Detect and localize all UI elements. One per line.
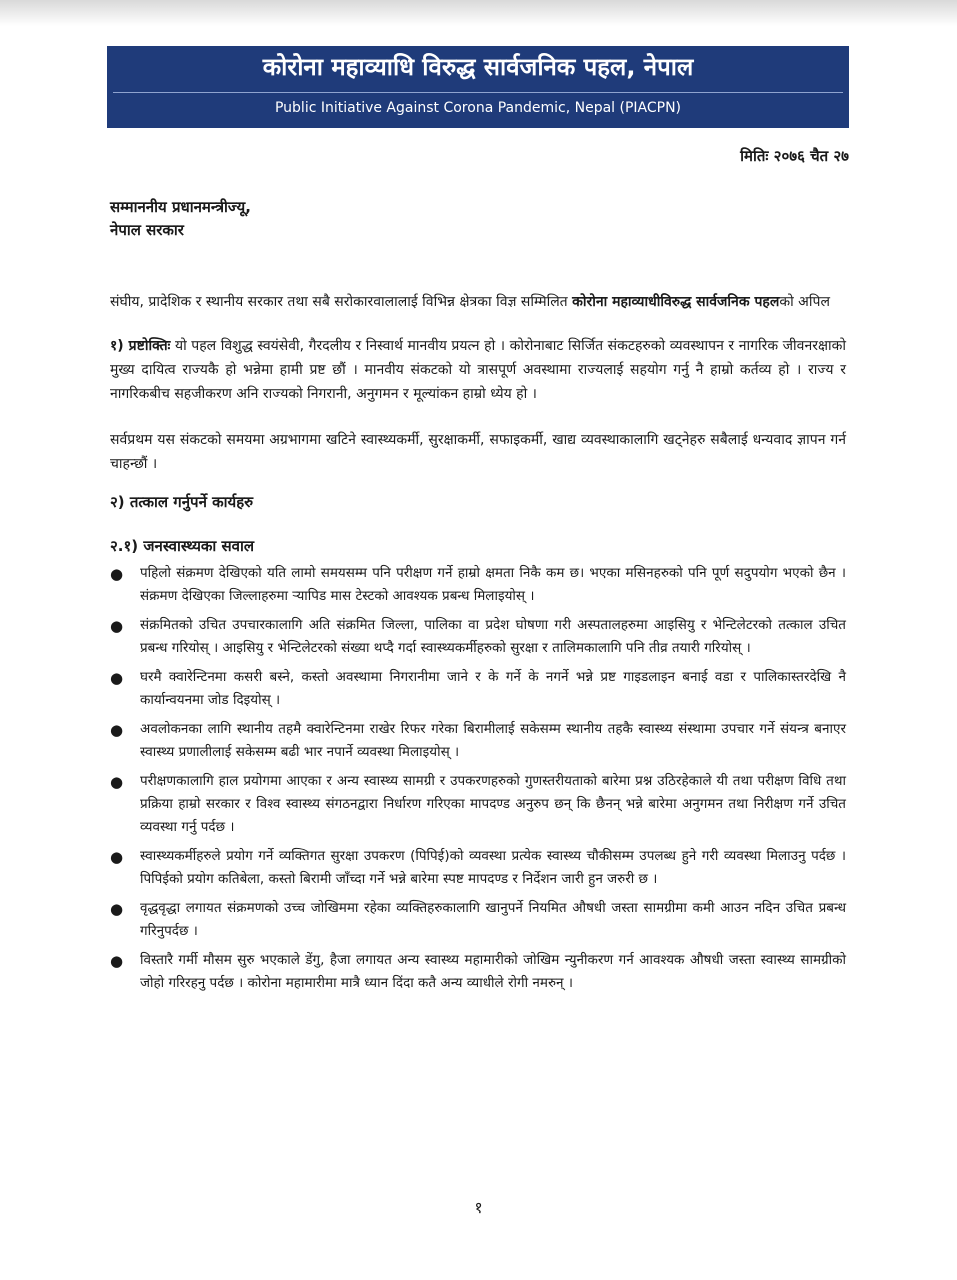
list-item-text: पहिलो संक्रमण देखिएको यति लामो समयसम्म पनि परीक्षण गर्ने हाम्रो क्षमता निकै कम छ। भएका मसिनहरुको पनि पूर्ण सदुपयोग भएको छैन । संक्रमण देखिएका जिल्लाहरुमा र्‍यापिड मास टेस्टको आवश्यक प्रबन्ध मिलाइयोस् । (140, 565, 846, 604)
bullet-icon: ● (110, 952, 124, 970)
list-item (110, 614, 846, 660)
bullet-icon: ● (110, 721, 124, 739)
letter-body (110, 290, 846, 1001)
addressee-block (110, 196, 251, 242)
bullet-icon: ● (110, 617, 124, 635)
bullet-list (110, 562, 846, 995)
list-item-text: परीक्षणकालागि हाल प्रयोगमा आएका र अन्य स्वास्थ्य सामग्री र उपकरणहरुको गुणस्तरीयताको बारेमा प्रश्न उठिरहेकाले यी तथा परीक्षण विधि तथा प्रक्रिया हाम्रो सरकार र विश्व स्वास्थ्य संगठनद्वारा निर्धारण गरिएका मापदण्ड अनुरुप छन् कि छैनन् भन्ने बारेमा अनुगमन तथा निरीक्षण गर्ने उचित व्यवस्था गर्नु पर्दछ । (140, 773, 846, 835)
list-item-text: अवलोकनका लागि स्थानीय तहमै क्वारेन्टिनमा राखेर रिफर गरेका बिरामीलाई सकेसम्म स्थानीय तहकै स्वास्थ्य संस्थामा उपचार गर्ने संयन्त्र बनाएर स्वास्थ्य प्रणालीलाई सकेसम्म बढी भार नपार्ने व्यवस्था मिलाइयोस् । (140, 721, 846, 760)
list-item (110, 845, 846, 891)
bullet-icon: ● (110, 669, 124, 687)
list-item (110, 949, 846, 995)
page-number: १ (474, 1198, 483, 1217)
preface-label: १) प्रष्टोक्तिः (110, 338, 171, 354)
list-item-text: वृद्धवृद्धा लगायत संक्रमणको उच्च जोखिममा रहेका व्यक्तिहरुकालागि खानुपर्ने नियमित औषधी जस्ता सामग्रीमा कमी आउन नदिन उचित प्रबन्ध गरिनुपर्दछ । (140, 900, 846, 939)
subsection-heading: २.१) जनस्वास्थ्यका सवाल (110, 537, 255, 555)
appeal-bold: कोरोना महाव्याधीविरुद्ध सार्वजनिक पहल (572, 294, 780, 310)
list-item-text: विस्तारै गर्मी मौसम सुरु भएकाले डेंगु, हैजा लगायत अन्य स्वास्थ्य महामारीको जोखिम न्युनीकरण गर्न आवश्यक औषधी जस्ता स्वास्थ्य सामग्रीको जोहो गरिरहनु पर्दछ । कोरोना महामारीमा मात्रै ध्यान दिंदा कतै अन्य व्याधीले रोगी नमरुन् । (140, 952, 846, 991)
org-title: कोरोना महाव्याधि विरुद्ध सार्वजनिक पहल, नेपाल (262, 53, 694, 81)
list-item-text: संक्रमितको उचित उपचारकालागि अति संक्रमित जिल्ला, पालिका वा प्रदेश घोषणा गरी अस्पतालहरुमा आइसियु र भेन्टिलेटरको तत्काल उचित प्रबन्ध गरियोस् । आइसियु र भेन्टिलेटरको संख्या थप्दै गर्दा स्वास्थ्यकर्मीहरुको सुरक्षा र तालिमकालागि पनि तीव्र तयारी गरियोस् । (140, 617, 846, 656)
bullet-icon: ● (110, 848, 124, 866)
appeal-paragraph (110, 290, 846, 314)
list-item-text: घरमै क्वारेन्टिनमा कसरी बस्ने, कस्तो अवस्थामा निगरानीमा जाने र के गर्ने के नगर्ने भन्ने प्रष्ट गाइडलाइन बनाई वडा र पालिकास्तरदेखि नै कार्यान्वयनमा जोड दिइयोस् । (140, 669, 846, 708)
list-item (110, 718, 846, 764)
list-item (110, 666, 846, 712)
list-item (110, 770, 846, 839)
list-item (110, 562, 846, 608)
preface-text: यो पहल विशुद्ध स्वयंसेवी, गैरदलीय र निस्वार्थ मानवीय प्रयत्न हो । कोरोनाबाट सिर्जित संकटहरुको व्यवस्थापन र नागरिक जीवनरक्षाको मुख्य दायित्व राज्यकै हो भन्नेमा हामी प्रष्ट छौं । मानवीय संकटको यो त्रासपूर्ण अवस्थामा राज्यलाई सहयोग गर्नु नै हाम्रो कर्तव्य हो । राज्य र नागरिकबीच सहजीकरण अनि राज्यको निगरानी, अनुगमन र मूल्यांकन हाम्रो ध्येय हो । (110, 338, 846, 402)
list-item (110, 897, 846, 943)
bullet-icon: ● (110, 900, 124, 918)
bullet-icon: ● (110, 773, 124, 791)
page-top-shadow (0, 0, 957, 26)
letter-date: मितिः २०७६ चैत २७ (740, 147, 849, 165)
addressee-line-2: नेपाल सरकार (110, 221, 184, 239)
letterhead-banner (107, 46, 849, 128)
appeal-text: संघीय, प्रादेशिक र स्थानीय सरकार तथा सबै सरोकारवालालाई विभिन्न क्षेत्रका विज्ञ सम्मिलित (110, 294, 573, 310)
section-heading: २) तत्काल गर्नुपर्ने कार्यहरु (110, 493, 254, 511)
bullet-icon: ● (110, 565, 124, 583)
appeal-suffix: को अपिल (779, 294, 830, 310)
preface-paragraph (110, 334, 846, 406)
addressee-line-1: सम्माननीय प्रधानमन्त्रीज्यू, (110, 198, 251, 216)
org-subtitle: Public Initiative Against Corona Pandemic, Nepal (PIACPN) (274, 100, 682, 116)
thanks-paragraph: सर्वप्रथम यस संकटको समयमा अग्रभागमा खटिने स्वास्थ्यकर्मी, सुरक्षाकर्मी, सफाइकर्मी, खाद्य व्यवस्थाकालागि खट्नेहरु सबैलाई धन्यवाद ज्ञापन गर्न चाहन्छौं । (110, 432, 846, 472)
list-item-text: स्वास्थ्यकर्मीहरुले प्रयोग गर्ने व्यक्तिगत सुरक्षा उपकरण (पिपिई)को व्यवस्था प्रत्येक स्वास्थ्य चौकीसम्म उपलब्ध हुने गरी व्यवस्था मिलाउनु पर्दछ । पिपिईको प्रयोग कतिबेला, कस्तो बिरामी जाँच्दा गर्ने भन्ने बारेमा स्पष्ट मापदण्ड र निर्देशन जारी हुन जरुरी छ । (140, 848, 846, 887)
